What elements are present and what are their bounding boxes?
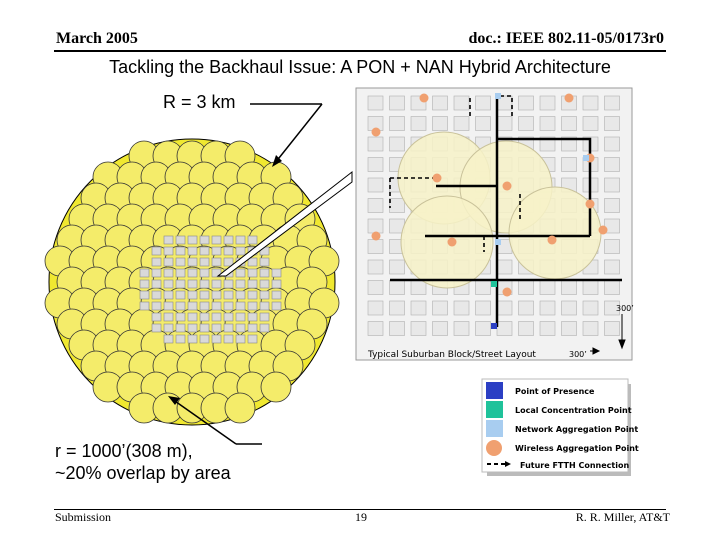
street-block	[605, 178, 620, 192]
street-block	[368, 301, 383, 315]
network-aggregation-point	[495, 93, 501, 99]
street-block	[476, 322, 491, 336]
neighborhood-block	[272, 291, 281, 299]
neighborhood-block	[272, 280, 281, 288]
street-block	[519, 301, 534, 315]
footer-page-number: 19	[355, 510, 367, 524]
street-block	[540, 281, 555, 295]
neighborhood-block	[236, 313, 245, 321]
street-block	[368, 137, 383, 151]
neighborhood-block	[248, 335, 257, 343]
legend-swatch-wireless-aggregation-point	[486, 440, 502, 456]
street-block	[519, 96, 534, 110]
neighborhood-block	[152, 291, 161, 299]
neighborhood-block	[212, 291, 221, 299]
legend-swatch-network-aggregation-point	[486, 420, 503, 437]
neighborhood-block	[260, 258, 269, 266]
street-block	[368, 219, 383, 233]
neighborhood-block	[224, 247, 233, 255]
street-block	[540, 322, 555, 336]
street-block	[390, 281, 405, 295]
street-block	[605, 322, 620, 336]
street-block	[390, 301, 405, 315]
neighborhood-block	[236, 324, 245, 332]
neighborhood-block	[200, 247, 209, 255]
neighborhood-block	[152, 269, 161, 277]
neighborhood-block	[176, 236, 185, 244]
coverage-circle	[401, 196, 493, 288]
wireless-aggregation-point	[372, 128, 381, 137]
street-block	[562, 158, 577, 172]
neighborhood-block	[188, 247, 197, 255]
neighborhood-block	[224, 236, 233, 244]
street-block	[540, 96, 555, 110]
neighborhood-block	[224, 291, 233, 299]
neighborhood-block	[188, 258, 197, 266]
neighborhood-block	[164, 313, 173, 321]
neighborhood-block	[200, 302, 209, 310]
neighborhood-block	[152, 280, 161, 288]
street-block	[411, 117, 426, 131]
neighborhood-block	[164, 258, 173, 266]
street-block	[562, 281, 577, 295]
wireless-aggregation-point	[433, 174, 442, 183]
street-block	[605, 260, 620, 274]
neighborhood-block	[200, 291, 209, 299]
wireless-aggregation-point	[448, 238, 457, 247]
neighborhood-block	[164, 247, 173, 255]
street-block	[497, 322, 512, 336]
neighborhood-block	[212, 247, 221, 255]
neighborhood-block	[188, 302, 197, 310]
neighborhood-block	[236, 269, 245, 277]
street-block	[583, 117, 598, 131]
point-of-presence	[491, 323, 497, 329]
neighborhood-block	[200, 269, 209, 277]
street-block	[497, 301, 512, 315]
neighborhood-block	[236, 302, 245, 310]
street-block	[562, 322, 577, 336]
street-block	[540, 301, 555, 315]
small-radius-label	[55, 440, 231, 484]
wireless-aggregation-point	[503, 182, 512, 191]
neighborhood-block	[236, 236, 245, 244]
neighborhood-block	[200, 280, 209, 288]
neighborhood-block	[164, 269, 173, 277]
legend-swatch-local-concentration-point	[486, 401, 503, 418]
neighborhood-block	[248, 280, 257, 288]
neighborhood-block	[176, 258, 185, 266]
street-block	[476, 281, 491, 295]
street-block	[476, 96, 491, 110]
neighborhood-block	[272, 269, 281, 277]
street-block	[368, 96, 383, 110]
street-block	[390, 260, 405, 274]
network-aggregation-point	[583, 155, 589, 161]
legend	[482, 379, 639, 476]
neighborhood-block	[260, 291, 269, 299]
street-block	[583, 96, 598, 110]
neighborhood-block	[248, 302, 257, 310]
neighborhood-block	[224, 302, 233, 310]
neighborhood-block	[200, 258, 209, 266]
legend-label-local-concentration-point: Local Concentration Point	[515, 406, 632, 415]
street-block	[454, 117, 469, 131]
street-block	[454, 301, 469, 315]
street-block	[497, 260, 512, 274]
neighborhood-block	[212, 302, 221, 310]
neighborhood-block	[200, 324, 209, 332]
street-block	[562, 117, 577, 131]
street-block	[368, 158, 383, 172]
street-block	[411, 322, 426, 336]
footer-submission: Submission	[55, 510, 112, 524]
neighborhood-block	[260, 280, 269, 288]
neighborhood-block	[152, 324, 161, 332]
neighborhood-block	[224, 335, 233, 343]
wireless-aggregation-point	[503, 288, 512, 297]
neighborhood-block	[164, 335, 173, 343]
block-layout-panel	[356, 88, 634, 360]
legend-label-wireless-aggregation-point: Wireless Aggregation Point	[515, 444, 639, 453]
street-block	[605, 96, 620, 110]
header-date: March 2005	[56, 30, 138, 47]
neighborhood-block	[248, 236, 257, 244]
neighborhood-block	[176, 291, 185, 299]
neighborhood-block	[188, 280, 197, 288]
neighborhood-block	[188, 335, 197, 343]
street-block	[411, 301, 426, 315]
neighborhood-block	[140, 269, 149, 277]
street-block	[605, 158, 620, 172]
street-block	[390, 199, 405, 213]
neighborhood-block	[248, 324, 257, 332]
street-block	[583, 301, 598, 315]
street-block	[605, 281, 620, 295]
neighborhood-block	[260, 302, 269, 310]
wireless-aggregation-point	[548, 236, 557, 245]
street-block	[454, 96, 469, 110]
neighborhood-block	[200, 236, 209, 244]
neighborhood-block	[236, 280, 245, 288]
street-block	[476, 117, 491, 131]
legend-swatch-point-of-presence	[486, 382, 503, 399]
street-block	[368, 322, 383, 336]
street-block	[433, 322, 448, 336]
neighborhood-block	[236, 291, 245, 299]
neighborhood-block	[260, 313, 269, 321]
slide-title: Tackling the Backhaul Issue: A PON + NAN Hybrid Architecture	[109, 57, 611, 77]
street-block	[476, 301, 491, 315]
wireless-aggregation-point	[599, 226, 608, 235]
street-block	[497, 117, 512, 131]
legend-label-point-of-presence: Point of Presence	[515, 387, 595, 396]
block-layout-caption: Typical Suburban Block/Street Layout	[368, 350, 536, 360]
street-block	[605, 240, 620, 254]
neighborhood-block	[248, 291, 257, 299]
neighborhood-block	[212, 236, 221, 244]
neighborhood-block	[176, 335, 185, 343]
street-block	[390, 137, 405, 151]
neighborhood-block	[140, 302, 149, 310]
street-block	[519, 322, 534, 336]
neighborhood-block	[164, 280, 173, 288]
neighborhood-block	[236, 335, 245, 343]
street-block	[562, 301, 577, 315]
neighborhood-block	[152, 247, 161, 255]
neighborhood-block	[176, 313, 185, 321]
neighborhood-block	[188, 324, 197, 332]
neighborhood-block	[188, 236, 197, 244]
street-block	[583, 322, 598, 336]
neighborhood-block	[164, 302, 173, 310]
neighborhood-block	[200, 335, 209, 343]
neighborhood-block	[176, 269, 185, 277]
neighborhood-block	[176, 280, 185, 288]
wireless-aggregation-point	[372, 232, 381, 241]
neighborhood-block	[260, 324, 269, 332]
street-block	[454, 322, 469, 336]
neighborhood-block	[260, 269, 269, 277]
neighborhood-block	[212, 335, 221, 343]
street-block	[390, 96, 405, 110]
street-block	[433, 96, 448, 110]
wireless-aggregation-point	[586, 200, 595, 209]
local-concentration-point	[491, 281, 497, 287]
street-block	[583, 281, 598, 295]
neighborhood-block	[212, 324, 221, 332]
neighborhood-block	[140, 291, 149, 299]
wireless-cell	[261, 372, 291, 402]
small-radius-line-1: r = 1000’(308 m),	[55, 441, 193, 461]
street-block	[368, 178, 383, 192]
footer-author: R. R. Miller, AT&T	[575, 510, 670, 524]
network-aggregation-point	[495, 239, 501, 245]
street-block	[519, 281, 534, 295]
dimension-vertical: 300’	[616, 304, 634, 313]
street-block	[411, 281, 426, 295]
neighborhood-block	[188, 269, 197, 277]
neighborhood-block	[152, 258, 161, 266]
street-block	[368, 260, 383, 274]
neighborhood-block	[248, 313, 257, 321]
neighborhood-block	[152, 313, 161, 321]
neighborhood-block	[176, 247, 185, 255]
street-block	[368, 199, 383, 213]
neighborhood-block	[212, 258, 221, 266]
wireless-aggregation-point	[565, 94, 574, 103]
neighborhood-block	[200, 313, 209, 321]
street-block	[605, 199, 620, 213]
neighborhood-block	[224, 280, 233, 288]
street-block	[390, 322, 405, 336]
street-block	[540, 117, 555, 131]
neighborhood-block	[164, 291, 173, 299]
street-block	[368, 281, 383, 295]
street-block	[605, 137, 620, 151]
neighborhood-block	[212, 280, 221, 288]
street-block	[390, 117, 405, 131]
street-block	[519, 117, 534, 131]
neighborhood-block	[188, 313, 197, 321]
street-block	[605, 117, 620, 131]
neighborhood-block	[176, 324, 185, 332]
neighborhood-block	[164, 324, 173, 332]
street-block	[368, 240, 383, 254]
street-block	[433, 301, 448, 315]
legend-label-network-aggregation-point: Network Aggregation Point	[515, 425, 639, 434]
neighborhood-block	[188, 291, 197, 299]
neighborhood-block	[164, 236, 173, 244]
neighborhood-block	[152, 302, 161, 310]
neighborhood-block	[224, 324, 233, 332]
neighborhood-block	[272, 302, 281, 310]
wireless-aggregation-point	[420, 94, 429, 103]
street-block	[433, 117, 448, 131]
neighborhood-block	[236, 247, 245, 255]
neighborhood-block	[248, 269, 257, 277]
neighborhood-block	[224, 313, 233, 321]
header-doc-id: doc.: IEEE 802.11-05/0173r0	[468, 30, 664, 47]
legend-label-future-ftth: Future FTTH Connection	[520, 461, 630, 470]
neighborhood-block	[176, 302, 185, 310]
small-radius-line-2: ~20% overlap by area	[55, 463, 231, 483]
neighborhood-block	[140, 280, 149, 288]
wireless-cell	[225, 393, 255, 423]
neighborhood-block	[212, 313, 221, 321]
large-radius-label: R = 3 km	[163, 92, 236, 112]
dimension-horizontal: 300’	[569, 350, 587, 359]
